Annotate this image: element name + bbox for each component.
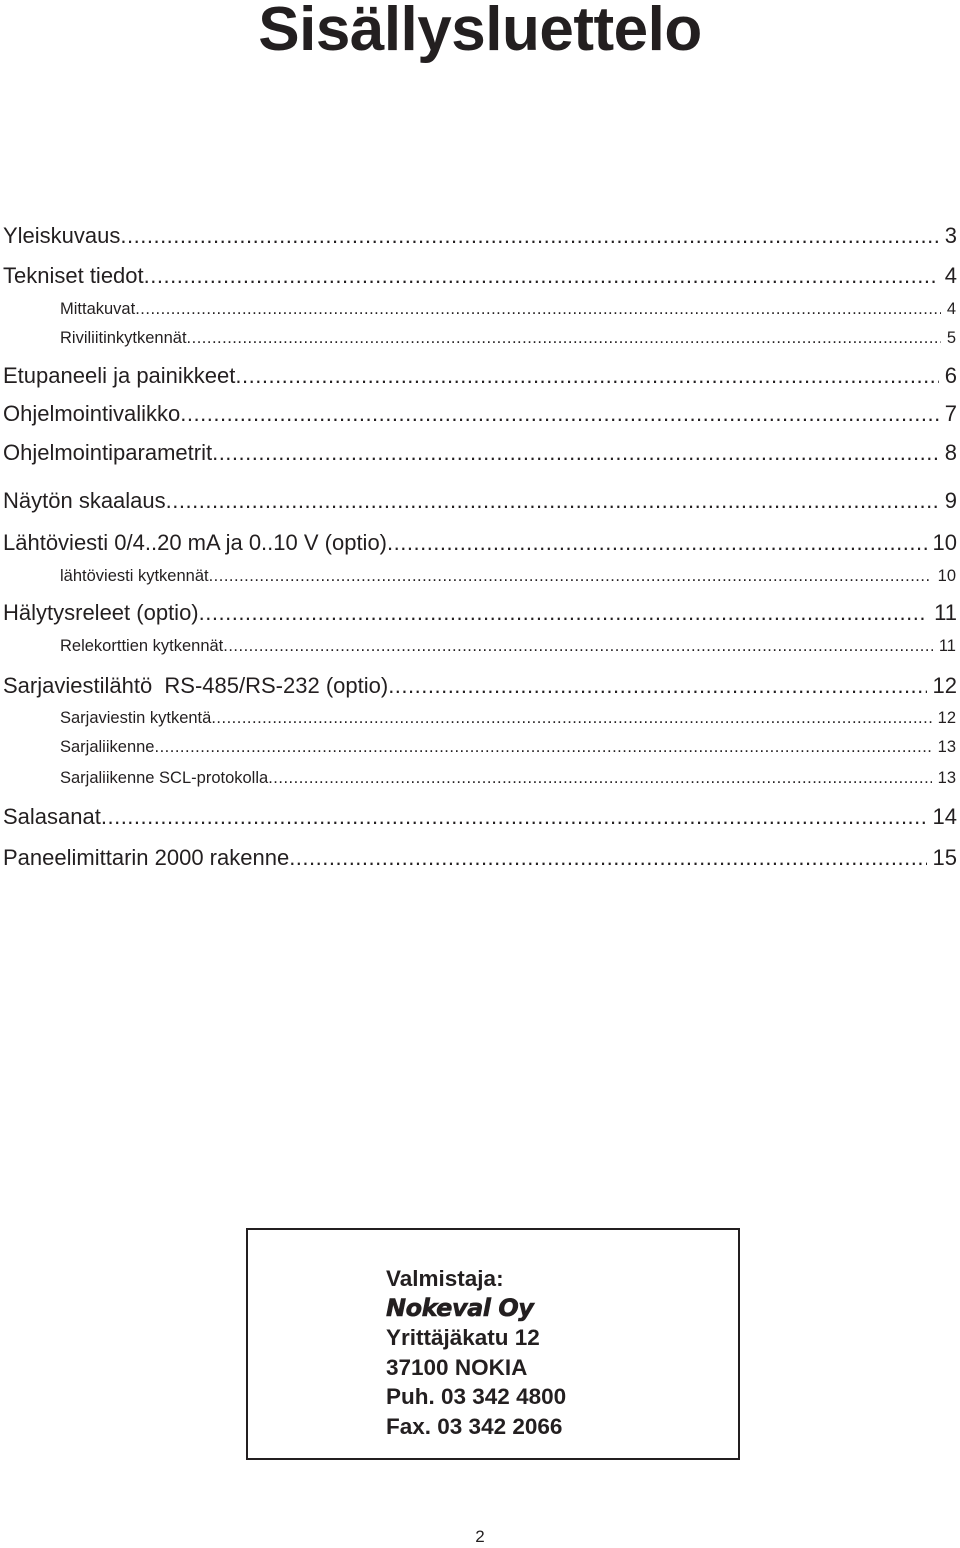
- toc-entry-label: Paneelimittarin 2000 rakenne: [3, 845, 290, 870]
- toc-subentry[interactable]: [60, 327, 956, 349]
- toc-entry[interactable]: [3, 439, 957, 467]
- toc-entry-page: 6: [944, 363, 957, 388]
- toc-entry-page: 3: [944, 223, 957, 248]
- manufacturer-box: [246, 1228, 740, 1460]
- toc-leader-dots: [144, 262, 939, 290]
- toc-entry-label: Hälytysreleet (optio): [3, 600, 199, 625]
- company-street: Yrittäjäkatu 12: [386, 1325, 540, 1350]
- page-title: Sisällysluettelo: [258, 0, 702, 64]
- toc-entry-page: 10: [937, 567, 956, 585]
- toc-leader-dots: [212, 439, 939, 467]
- toc-subentry[interactable]: [60, 767, 956, 789]
- toc-entry-page: 7: [944, 401, 957, 426]
- toc-entry-page: 12: [932, 673, 957, 698]
- toc-leader-dots: [120, 222, 938, 250]
- toc-leader-dots: [387, 529, 927, 557]
- toc-entry-label: Riviliitinkytkennät: [60, 329, 187, 347]
- toc-entry[interactable]: [3, 400, 957, 428]
- page-number: 2: [475, 1527, 485, 1546]
- toc-leader-dots: [235, 362, 938, 390]
- toc-entry-label: Etupaneeli ja painikkeet: [3, 363, 236, 388]
- toc-subentry[interactable]: [60, 635, 956, 657]
- toc-entry[interactable]: [3, 672, 957, 700]
- toc-leader-dots: [101, 803, 927, 831]
- toc-entry-label: Sarjaviestilähtö RS-485/RS-232 (optio): [3, 673, 389, 698]
- toc-entry[interactable]: [3, 599, 957, 627]
- toc-subentry[interactable]: [60, 707, 956, 729]
- toc-leader-dots: [223, 635, 933, 657]
- toc-entry-page: 12: [937, 709, 956, 727]
- manufacturer-details: [386, 1264, 566, 1441]
- toc-entry-label: Sarjaliikenne SCL-protokolla: [60, 769, 269, 787]
- toc-leader-dots: [166, 487, 939, 515]
- toc-subentry[interactable]: [60, 736, 956, 758]
- manufacturer-heading: Valmistaja:: [386, 1266, 504, 1291]
- toc-entry-page: 13: [937, 738, 956, 756]
- toc-leader-dots: [211, 707, 931, 729]
- toc-entry-label: Yleiskuvaus: [3, 223, 121, 248]
- toc-leader-dots: [180, 400, 938, 428]
- toc-entry-page: 10: [932, 530, 957, 555]
- toc-entry-label: Ohjelmointiparametrit: [3, 440, 213, 465]
- toc-entry[interactable]: [3, 262, 957, 290]
- toc-entry-page: 14: [932, 804, 957, 829]
- toc-entry-page: 11: [934, 600, 957, 625]
- toc-entry[interactable]: [3, 803, 957, 831]
- toc-subentry[interactable]: [60, 565, 956, 587]
- toc-leader-dots: [289, 844, 926, 872]
- toc-entry-page: 13: [937, 769, 956, 787]
- toc-entry-label: Lähtöviesti 0/4..20 mA ja 0..10 V (optio): [3, 530, 388, 555]
- toc-leader-dots: [199, 599, 929, 627]
- toc-entry-page: 9: [944, 488, 957, 513]
- company-phone: Puh. 03 342 4800: [386, 1384, 567, 1409]
- toc-leader-dots: [388, 672, 926, 700]
- toc-entry-page: 11: [938, 637, 956, 655]
- company-city: 37100 NOKIA: [386, 1354, 528, 1380]
- toc-entry-label: Näytön skaalaus: [3, 488, 166, 513]
- toc-entry-label: Salasanat: [3, 804, 101, 829]
- toc-entry-label: Ohjelmointivalikko: [3, 401, 181, 426]
- toc-entry-label: Sarjaliikenne: [60, 738, 155, 756]
- toc-subentry[interactable]: [60, 298, 956, 320]
- toc-entry-page: 5: [946, 329, 956, 347]
- toc-entry-page: 4: [946, 300, 956, 318]
- company-fax: Fax. 03 342 2066: [386, 1413, 563, 1439]
- company-logo-text: Nokeval Oy: [386, 1293, 534, 1322]
- toc-entry-label: lähtöviesti kytkennät: [60, 567, 209, 585]
- toc-entry[interactable]: [3, 362, 957, 390]
- toc-entry-label: Mittakuvat: [60, 300, 136, 318]
- toc-entry-page: 8: [944, 440, 957, 465]
- toc-entry[interactable]: [3, 529, 957, 557]
- toc-entry-label: Tekniset tiedot: [3, 263, 144, 288]
- toc-entry-page: 4: [944, 263, 957, 288]
- toc-entry[interactable]: [3, 844, 957, 872]
- toc-leader-dots: [135, 298, 941, 320]
- toc-entry-label: Sarjaviestin kytkentä: [60, 709, 212, 727]
- toc-leader-dots: [268, 767, 931, 789]
- toc-entry-page: 15: [932, 845, 957, 870]
- toc-leader-dots: [187, 327, 941, 349]
- toc-entry-label: Relekorttien kytkennät: [60, 637, 224, 655]
- toc-entry[interactable]: [3, 222, 957, 250]
- toc-leader-dots: [154, 736, 931, 758]
- toc-leader-dots: [209, 565, 932, 587]
- toc-entry[interactable]: [3, 487, 957, 515]
